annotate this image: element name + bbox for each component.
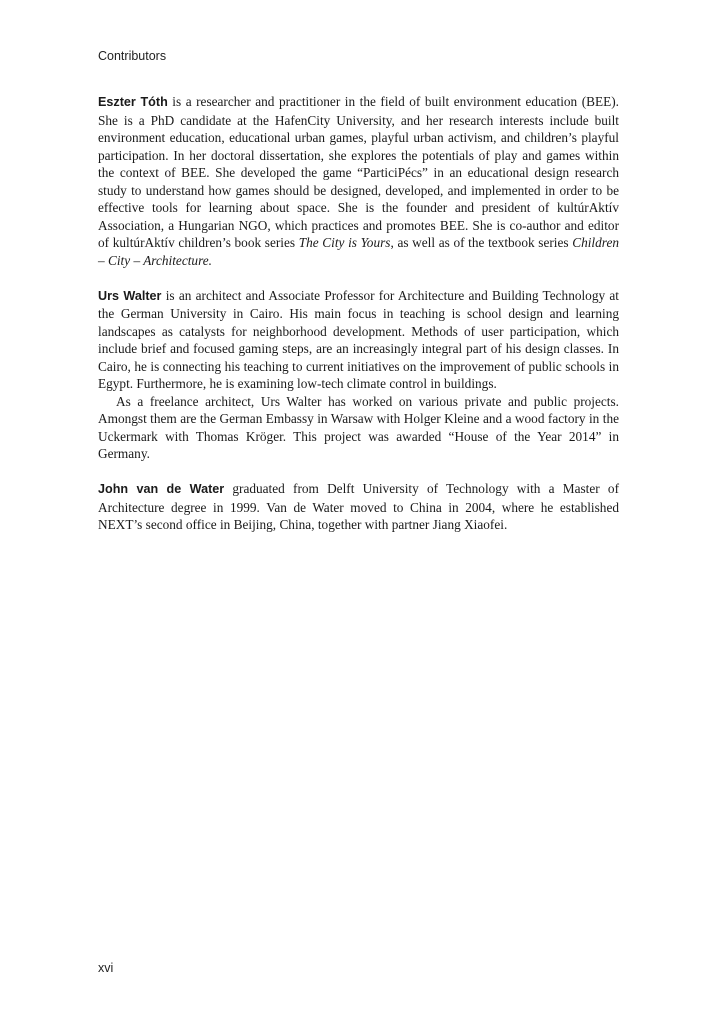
contributors-list [98,93,619,551]
bio-text: is a researcher and practitioner in the field of built environment education (BEE). She is a PhD candidate at the HafenCity University, and her research interests include built environment education, educational urban games, playful urban activism, and children’s playful participation. In her doctoral dissertation, she explores the potentials of play and games within the context of BEE. She developed the game “ParticiPécs” in an educational design research study to understand how games should be designed, developed, and implemented in order to be effective tools for learning about space. She is the founder and president of kultúrAktív Association, a Hungarian NGO, which practices and promotes BEE. She is co-author and editor of kultúrAktív children’s book series [98,94,620,250]
contributor-name: John van de Water [98,482,225,496]
italic-title: The City is Yours [298,235,391,250]
bio-paragraph [98,93,619,269]
bio-paragraph [98,480,619,534]
page-number: xvi [98,961,114,975]
contributor-name: Eszter Tóth [98,95,168,109]
contributor-bio [98,287,619,463]
bio-text: As a freelance architect, Urs Walter has worked on various private and public projects. Amongst them are the German Embassy in Warsaw with Holger Kleine and a wood factory in the Uckermark with Thomas Kröger. This project was awarded “House of the Year 2014” in Germany. [98,393,619,461]
bio-text: graduated from Delft University of Technology with a Master of Architecture degree in 1999. Van de Water moved to China in 2004, where he established NEXT’s second office in Beijing, China, together with partner Jiang Xiaofei. [98,481,619,532]
italic-title: Children – City – Architecture. [98,235,619,268]
bio-paragraph [98,393,619,463]
contributor-bio [98,93,619,269]
running-head: Contributors [98,49,167,63]
bio-text: , as well as of the textbook series [390,235,573,250]
bio-text: is an architect and Associate Professor for Architecture and Building Technology at the German University in Cairo. His main focus in teaching is school design and learning landscapes as catalysts for neighborhood development. Methods of user participation, which include brief and focused gaming steps, are an increasingly integral part of his design classes. In Cairo, he is connecting his teaching to current initiatives on the improvement of public schools in Egypt. Furthermore, he is examining low-tech climate control in buildings. [98,287,619,391]
contributor-name: Urs Walter [98,288,162,303]
contributor-bio [98,480,619,534]
bio-paragraph [98,287,619,393]
